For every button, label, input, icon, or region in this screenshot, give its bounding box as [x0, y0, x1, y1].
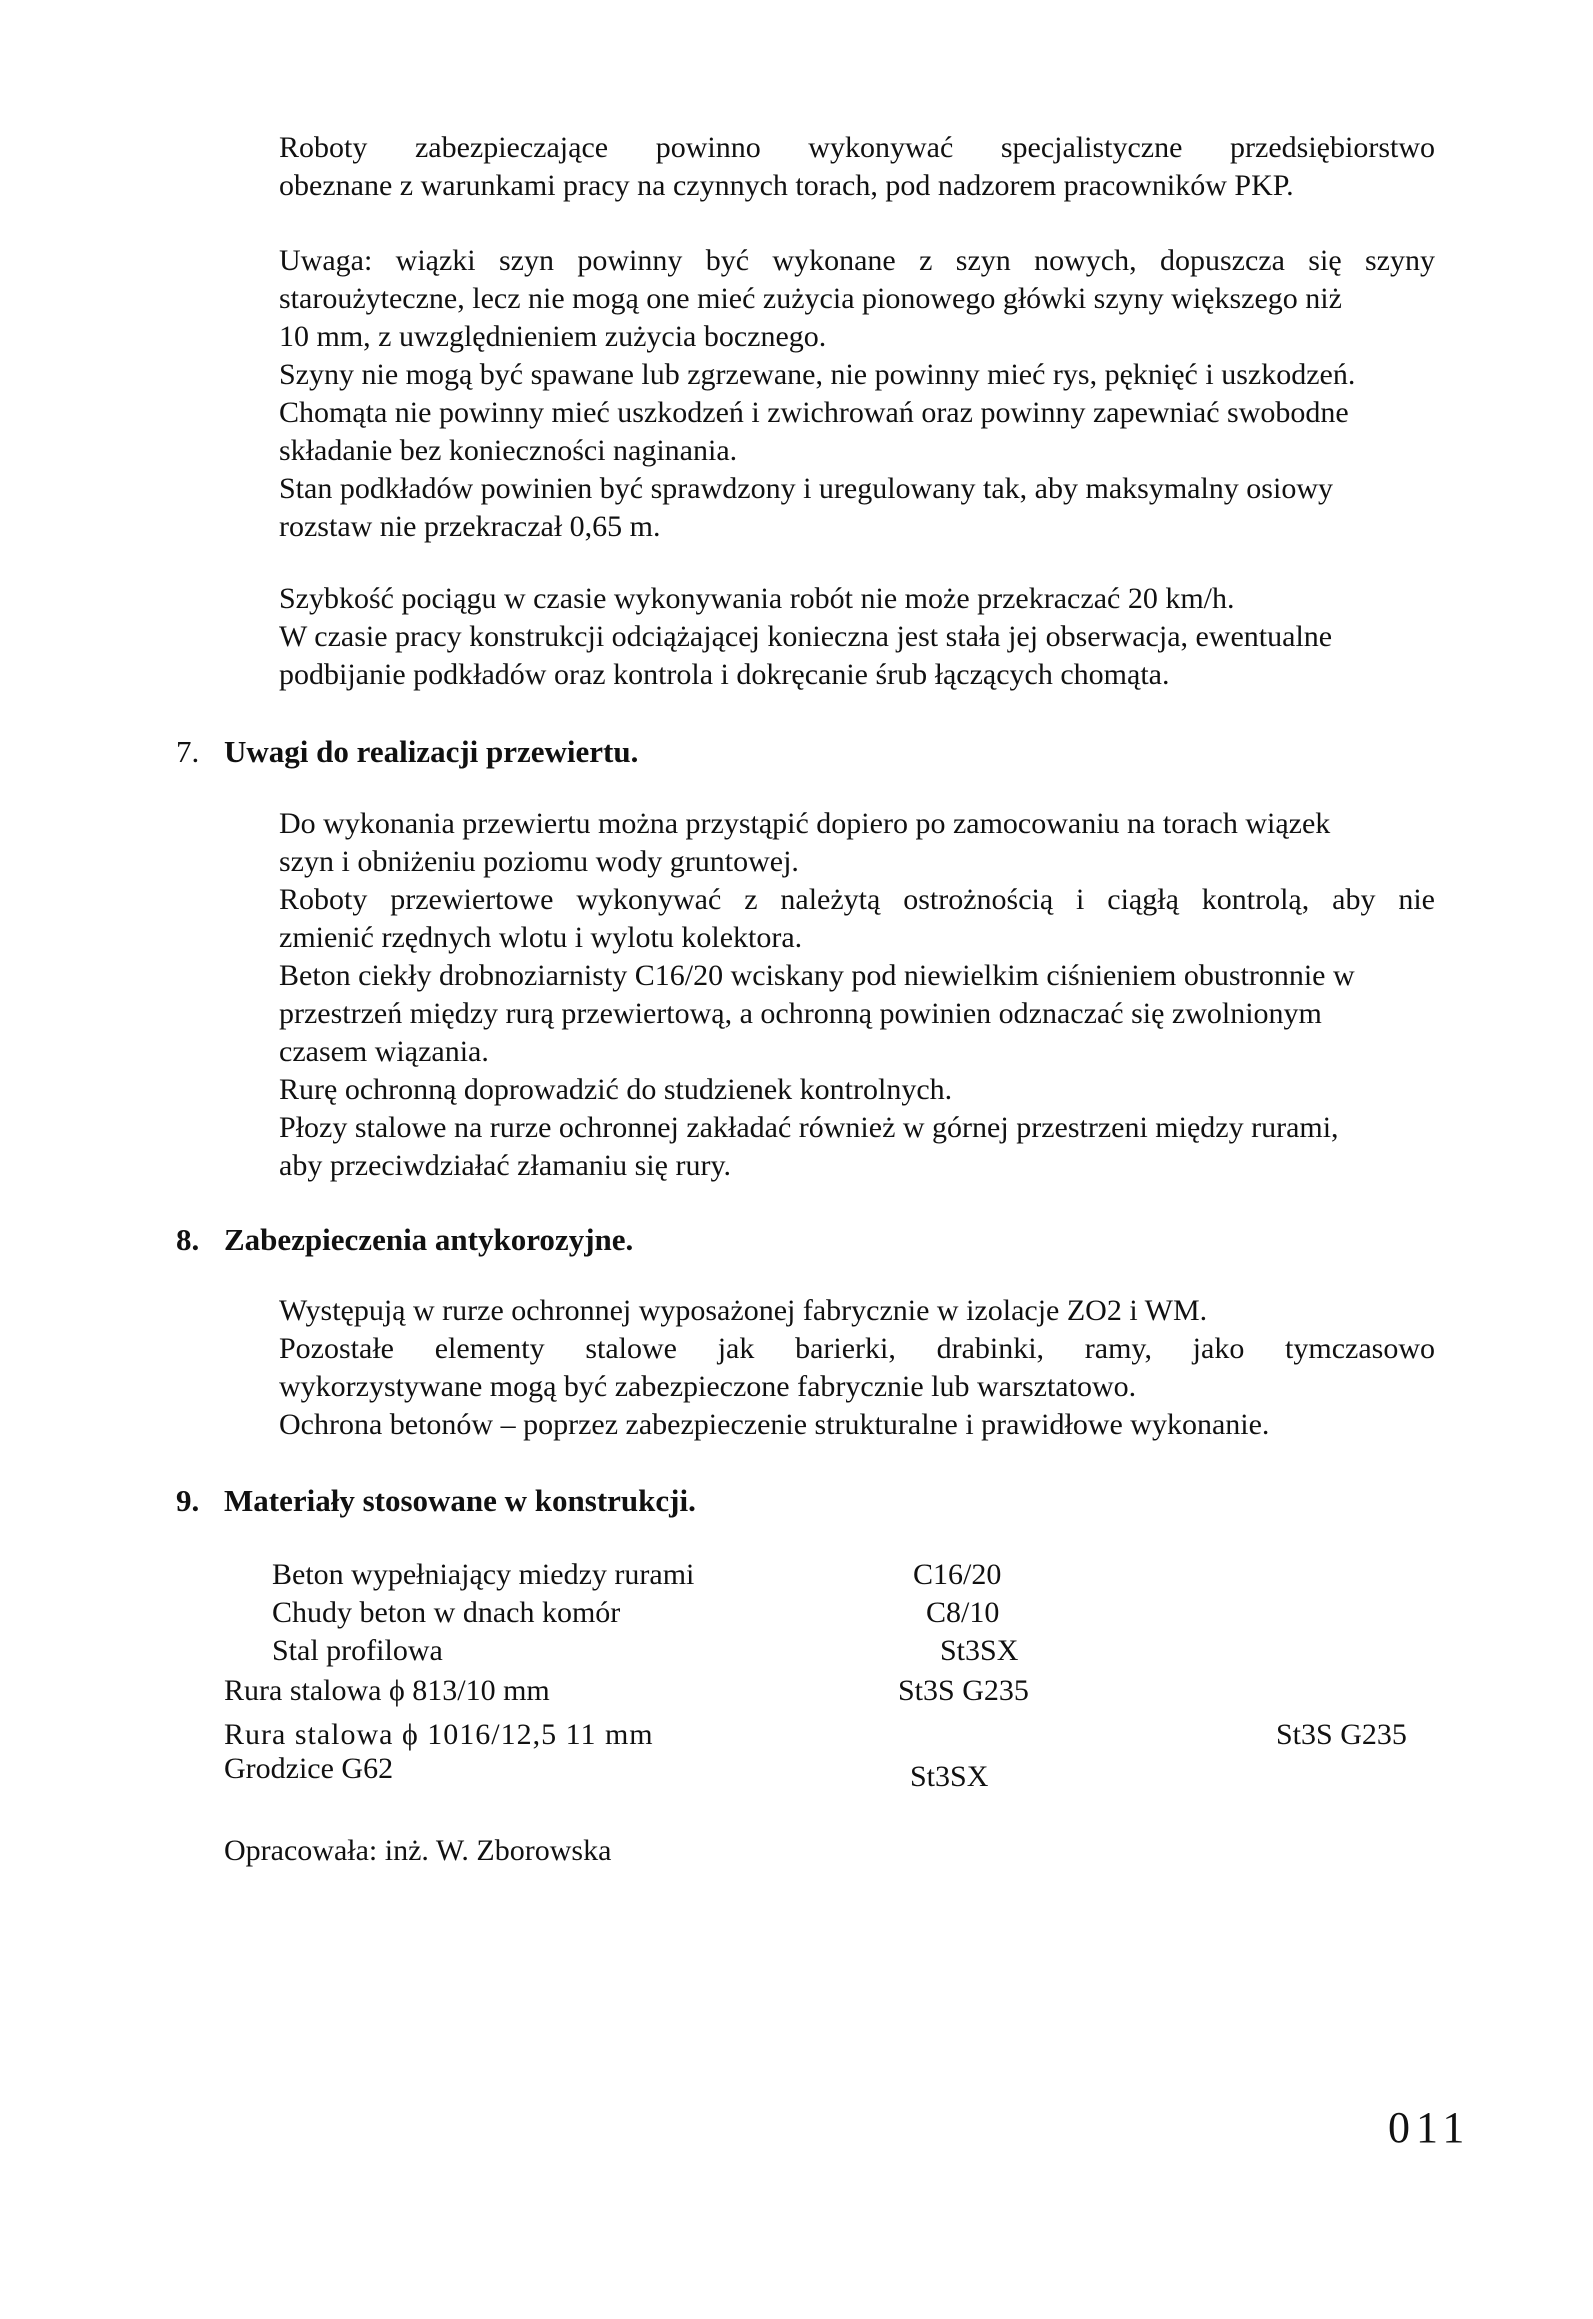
- section-title: Zabezpieczenia antykorozyjne.: [224, 1222, 634, 1257]
- text-line: czasem wiązania.: [279, 1035, 489, 1068]
- note-paragraph: [279, 242, 1435, 546]
- material-grade: C8/10: [926, 1596, 1000, 1629]
- text-line: Do wykonania przewiertu można przystąpić dopiero po zamocowaniu na torach wiązek: [279, 807, 1331, 840]
- section-7-heading: [176, 733, 638, 771]
- text-line: Szyny nie mogą być spawane lub zgrzewane, nie powinny mieć rys, pęknięć i uszkodzeń.: [279, 358, 1356, 391]
- text-line: zmienić rzędnych wlotu i wylotu kolektora.: [279, 921, 803, 954]
- text-line: staroużyteczne, lecz nie mogą one mieć zużycia pionowego główki szyny większego niż: [279, 282, 1342, 315]
- section-7-body: [279, 805, 1435, 1185]
- text-line: Beton ciekły drobnoziarnisty C16/20 wciskany pod niewielkim ciśnieniem obustronnie w: [279, 959, 1355, 992]
- text-line: Chomąta nie powinny mieć uszkodzeń i zwichrowań oraz powinny zapewniać swobodne: [279, 396, 1349, 429]
- material-name: Grodzice G62: [224, 1752, 394, 1785]
- text-line: Ochrona betonów – poprzez zabezpieczenie strukturalne i prawidłowe wykonanie.: [279, 1408, 1270, 1441]
- text-line: Występują w rurze ochronnej wyposażonej fabrycznie w izolacje ZO2 i WM.: [279, 1294, 1208, 1327]
- section-8-body: [279, 1292, 1435, 1444]
- text-line: Pozostałe elementy stalowe jak barierki, drabinki, ramy, jako tymczasowo: [279, 1332, 1435, 1365]
- material-grade: St3SX: [940, 1634, 1019, 1667]
- material-name: Rura stalowa ϕ 1016/12,5 11 mm: [224, 1718, 654, 1751]
- text-line: podbijanie podkładów oraz kontrola i dokręcanie śrub łączących chomąta.: [279, 658, 1170, 691]
- section-title: Uwagi do realizacji przewiertu.: [224, 734, 639, 769]
- speed-paragraph: [279, 580, 1332, 694]
- material-grade: St3S G235: [898, 1674, 1029, 1707]
- section-9-heading: [176, 1482, 696, 1520]
- section-title: Materiały stosowane w konstrukcji.: [224, 1483, 696, 1518]
- text-line: aby przeciwdziałać złamaniu się rury.: [279, 1149, 731, 1182]
- text-line: Szybkość pociągu w czasie wykonywania robót nie może przekraczać 20 km/h.: [279, 582, 1235, 615]
- text-line: Stan podkładów powinien być sprawdzony i uregulowany tak, aby maksymalny osiowy: [279, 472, 1333, 505]
- material-name: Chudy beton w dnach komór: [272, 1596, 621, 1629]
- text-line: składanie bez konieczności naginania.: [279, 434, 738, 467]
- section-8-heading: [176, 1221, 633, 1259]
- author-signature-line: Opracowała: inż. W. Zborowska: [224, 1834, 612, 1867]
- text-line: 10 mm, z uwzględnieniem zużycia bocznego.: [279, 320, 827, 353]
- material-grade: St3S G235: [1276, 1718, 1407, 1751]
- text-line: rozstaw nie przekraczał 0,65 m.: [279, 510, 661, 543]
- text-line: wykorzystywane mogą być zabezpieczone fabrycznie lub warsztatowo.: [279, 1370, 1137, 1403]
- text-line: Uwaga: wiązki szyn powinny być wykonane z szyn nowych, dopuszcza się szyny: [279, 244, 1435, 277]
- text-line: Płozy stalowe na rurze ochronnej zakładać również w górnej przestrzeni między rurami,: [279, 1111, 1339, 1144]
- text-line: W czasie pracy konstrukcji odciążającej konieczna jest stała jej obserwacja, ewentualne: [279, 620, 1333, 653]
- material-name: Stal profilowa: [272, 1634, 443, 1667]
- page-number: 011: [1388, 2103, 1471, 2152]
- material-grade: St3SX: [910, 1760, 989, 1793]
- text-line: obeznane z warunkami pracy na czynnych torach, pod nadzorem pracowników PKP.: [279, 169, 1294, 202]
- material-grade: C16/20: [913, 1558, 1002, 1591]
- intro-paragraph: [279, 129, 1435, 205]
- text-line: szyn i obniżeniu poziomu wody gruntowej.: [279, 845, 799, 878]
- section-number: 7.: [176, 734, 200, 769]
- text-line: przestrzeń między rurą przewiertową, a ochronną powinien odznaczać się zwolnionym: [279, 997, 1322, 1030]
- section-number: 9.: [176, 1483, 200, 1518]
- text-line: Roboty przewiertowe wykonywać z należytą ostrożnością i ciągłą kontrolą, aby nie: [279, 883, 1435, 916]
- text-line: Roboty zabezpieczające powinno wykonywać specjalistyczne przedsiębiorstwo: [279, 131, 1435, 164]
- material-name: Beton wypełniający miedzy rurami: [272, 1558, 695, 1591]
- text-line: Rurę ochronną doprowadzić do studzienek kontrolnych.: [279, 1073, 953, 1106]
- section-number: 8.: [176, 1222, 200, 1257]
- material-name: Rura stalowa ϕ 813/10 mm: [224, 1674, 550, 1707]
